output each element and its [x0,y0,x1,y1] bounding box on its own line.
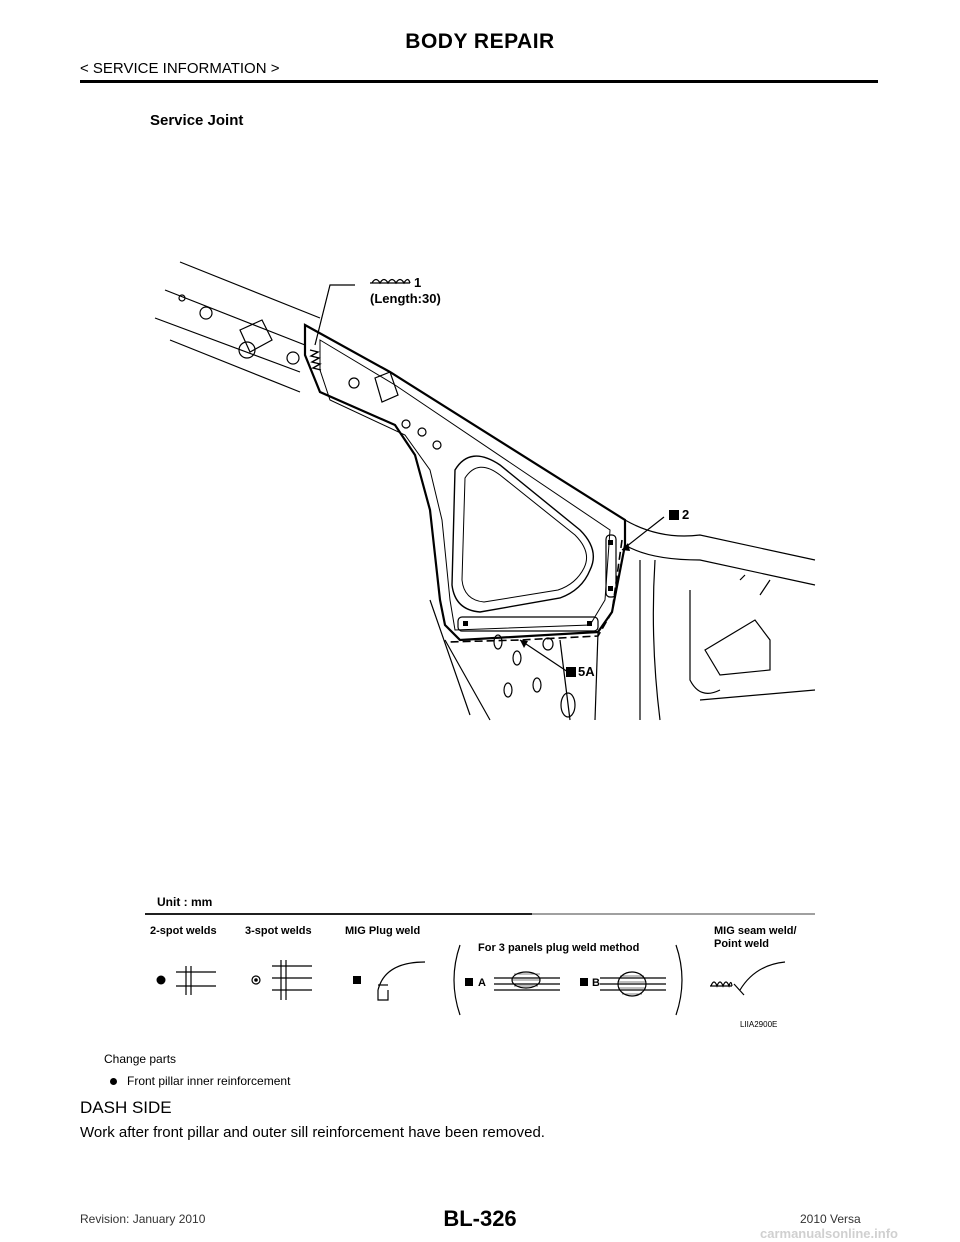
callout-seam-weld-1: 1 [414,275,422,290]
callout-plug-weld-2: 2 [682,507,690,522]
legend-3-spot-welds: 3-spot welds [245,925,312,937]
legend-point-weld: Point weld [714,938,769,950]
page-title: BODY REPAIR [405,30,555,53]
callout-seam-length: (Length:30) [370,291,441,306]
section-breadcrumb: < SERVICE INFORMATION > [80,60,280,77]
change-parts-title: Change parts [104,1052,177,1066]
watermark: carmanualsonline.info [760,1226,898,1241]
legend-mig-seam-weld: MIG seam weld/ [714,925,797,937]
legend-2-spot-welds: 2-spot welds [150,925,217,937]
legend-three-panel-method: For 3 panels plug weld method [478,942,640,954]
change-parts-item-text: Front pillar inner reinforcement [127,1074,291,1088]
legend-method-b: B [592,977,600,989]
section-body-text: Work after front pillar and outer sill reinforcement have been removed. [80,1124,545,1141]
section-heading: DASH SIDE [80,1098,172,1117]
legend-mig-plug-weld: MIG Plug weld [345,925,421,937]
page-number: BL-326 [443,1206,517,1231]
callout-plug-weld-5a: 5A [578,664,595,679]
figure-code: LIIA2900E [740,1020,778,1029]
footer-model: 2010 Versa [800,1212,861,1226]
change-parts-item [110,1074,290,1088]
legend-method-a: A [478,977,486,989]
footer-revision: Revision: January 2010 [80,1212,206,1226]
figure-title: Service Joint [150,112,244,129]
bullet-icon [110,1078,117,1085]
unit-label: Unit : mm [157,895,213,909]
